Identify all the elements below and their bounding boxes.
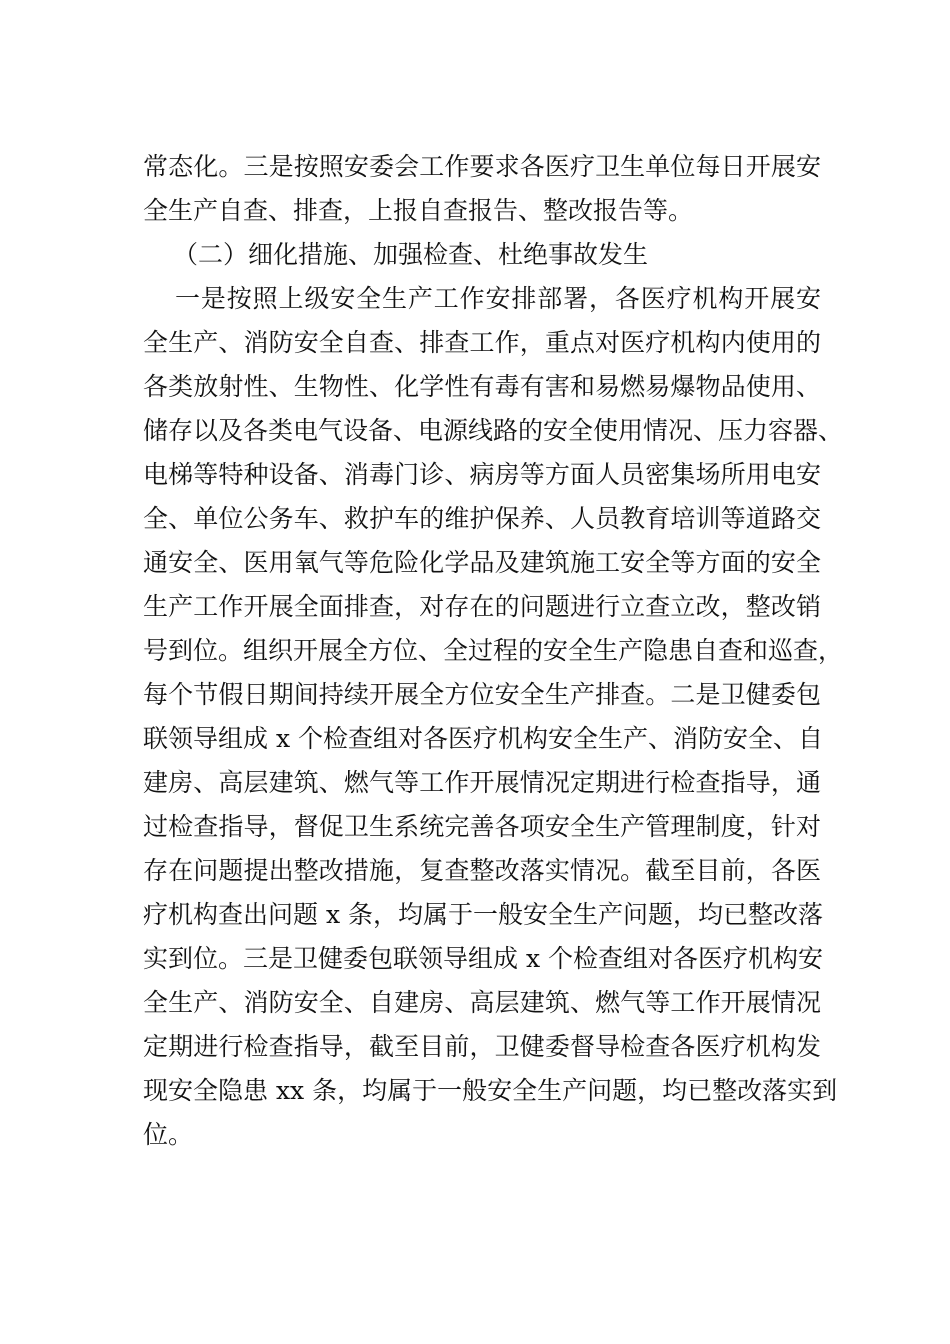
paragraph-line: 全生产、消防安全自查、排查工作，重点对医疗机构内使用的: [143, 328, 821, 357]
paragraph-line: 号到位。组织开展全方位、全过程的安全生产隐患自查和巡查，: [143, 636, 844, 665]
paragraph-line: 存在问题提出整改措施，复查整改落实情况。截至目前，各医: [143, 856, 821, 885]
paragraph-line: 电梯等特种设备、消毒门诊、病房等方面人员密集场所用电安: [143, 460, 821, 489]
paragraph-line: 通安全、医用氧气等危险化学品及建筑施工安全等方面的安全: [143, 548, 821, 577]
paragraph-line: 常态化。三是按照安委会工作要求各医疗卫生单位每日开展安: [143, 152, 821, 181]
paragraph-line: 疗机构查出问题 x 条，均属于一般安全生产问题，均已整改落: [143, 900, 823, 929]
paragraph-line: 生产工作开展全面排查，对存在的问题进行立查立改，整改销: [143, 592, 821, 621]
paragraph-line: 现安全隐患 xx 条，均属于一般安全生产问题，均已整改落实到: [143, 1076, 838, 1105]
paragraph-line: 定期进行检查指导，截至目前，卫健委督导检查各医疗机构发: [143, 1032, 821, 1061]
paragraph-line: 各类放射性、生物性、化学性有毒有害和易燃易爆物品使用、: [143, 372, 821, 401]
paragraph-line: 全生产自查、排查，上报自查报告、整改报告等。: [143, 196, 694, 225]
document-page: [143, 145, 844, 1157]
paragraph-line: 位。: [143, 1120, 194, 1149]
section-heading: （二）细化措施、加强检查、杜绝事故发生: [173, 240, 649, 269]
paragraph-line: 实到位。三是卫健委包联领导组成 x 个检查组对各医疗机构安: [143, 944, 823, 973]
paragraph-line: 储存以及各类电气设备、电源线路的安全使用情况、压力容器、: [143, 416, 844, 445]
paragraph-line: 每个节假日期间持续开展全方位安全生产排查。二是卫健委包: [143, 680, 821, 709]
paragraph-line: 一是按照上级安全生产工作安排部署，各医疗机构开展安: [175, 284, 821, 313]
paragraph-line: 全生产、消防安全、自建房、高层建筑、燃气等工作开展情况: [143, 988, 821, 1017]
paragraph-line: 过检查指导，督促卫生系统完善各项安全生产管理制度，针对: [143, 812, 821, 841]
paragraph-line: 全、单位公务车、救护车的维护保养、人员教育培训等道路交: [143, 504, 821, 533]
paragraph-line: 联领导组成 x 个检查组对各医疗机构安全生产、消防安全、自: [143, 724, 823, 753]
paragraph-line: 建房、高层建筑、燃气等工作开展情况定期进行检查指导，通: [143, 768, 821, 797]
